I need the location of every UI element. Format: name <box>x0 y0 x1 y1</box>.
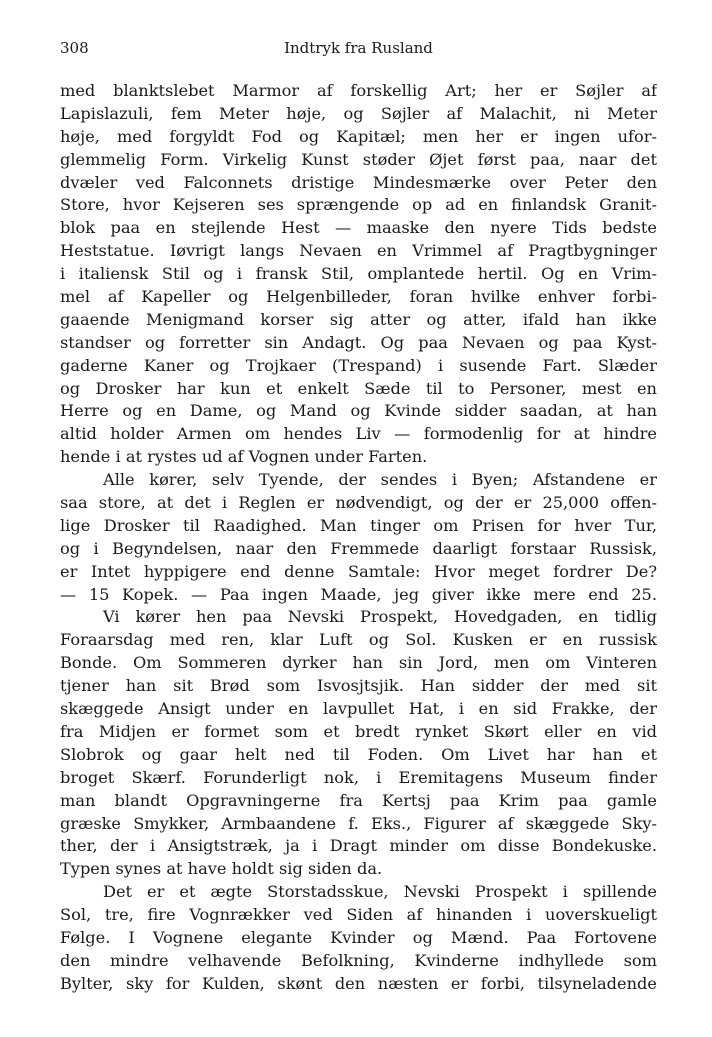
text-line: — 15 Kopek. — Paa ingen Maade, jeg giver ikke mere end 25. <box>60 584 657 604</box>
text-line: med blanktslebet Marmor af forskellig Art; her er Søjler af <box>60 81 657 100</box>
text-line: Heststatue. Iøvrigt langs Nevaen en Vrimmel af Pragtbygninger <box>60 241 657 261</box>
text-line: altid holder Armen om hendes Liv — formodenlig for at hindre <box>60 424 657 444</box>
text-line: og Drosker har kun et enkelt Sæde til to Personer, mest en <box>60 378 657 398</box>
text-line: broget Skærf. Forunderligt nok, i Eremitagens Museum finder <box>60 767 657 787</box>
text-line: tjener han sit Brød som Isvosjtsjik. Han sidder der med sit <box>60 676 657 696</box>
text-line: og i Begyndelsen, naar den Fremmede daarligt forstaar Russisk, <box>60 538 657 558</box>
text-line: skæggede Ansigt under en lavpullet Hat, i en sid Frakke, der <box>60 699 657 719</box>
text-line: Herre og en Dame, og Mand og Kvinde sidder saadan, at han <box>60 401 657 421</box>
text-line: er Intet hyppigere end denne Samtale: Hvor meget fordrer De? <box>60 561 657 581</box>
text-line: mel af Kapeller og Helgenbilleder, foran hvilke enhver forbi- <box>60 287 657 307</box>
text-line: ther, der i Ansigtstræk, ja i Dragt minder om disse Bondekuske. <box>60 836 657 856</box>
text-line: Bonde. Om Sommeren dyrker han sin Jord, men om Vinteren <box>60 653 657 673</box>
text-line: gaderne Kaner og Trojkaer (Trespand) i susende Fart. Slæder <box>60 355 657 375</box>
text-line: gaaende Menigmand korser sig atter og atter, ifald han ikke <box>60 309 657 329</box>
text-line: Typen synes at have holdt sig siden da. <box>60 859 383 879</box>
text-line: Vi kører hen paa Nevski Prospekt, Hovedgaden, en tidlig <box>103 607 657 627</box>
running-head <box>60 39 657 61</box>
text-line: høje, med forgyldt Fod og Kapitæl; men her er ingen ufor- <box>60 126 657 146</box>
text-line: Følge. I Vognene elegante Kvinder og Mænd. Paa Fortovene <box>60 927 657 947</box>
text-line: glemmelig Form. Virkelig Kunst støder Øjet først paa, naar det <box>60 149 657 169</box>
text-line: Lapislazuli, fem Meter høje, og Søjler af Malachit, ni Meter <box>60 103 657 123</box>
text-line: man blandt Opgravningerne fra Kertsj paa Krim paa gamle <box>60 790 657 810</box>
text-line: den mindre velhavende Befolkning, Kvinderne indhyllede som <box>60 950 657 970</box>
text-line: i italiensk Stil og i fransk Stil, omplantede hertil. Og en Vrim- <box>60 264 657 284</box>
text-line: hende i at rystes ud af Vognen under Farten. <box>60 447 428 467</box>
text-line: blok paa en stejlende Hest — maaske den nyere Tids bedste <box>60 218 657 238</box>
text-line: fra Midjen er formet som et bredt rynket Skørt eller en vid <box>60 721 657 741</box>
text-line: græske Smykker, Armbaandene f. Eks., Figurer af skæggede Sky- <box>60 813 657 833</box>
running-title: Indtryk fra Rusland <box>284 39 433 57</box>
text-line: Sol, tre, fire Vognrækker ved Siden af hinanden i uoverskueligt <box>60 905 657 925</box>
text-line: Bylter, sky for Kulden, skønt den næsten er forbi, tilsyneladende <box>60 973 657 993</box>
text-line: dvæler ved Falconnets dristige Mindesmærke over Peter den <box>60 172 657 192</box>
page-number: 308 <box>60 39 89 57</box>
text-line: Slobrok og gaar helt ned til Foden. Om Livet har han et <box>60 744 657 764</box>
text-line: saa store, at det i Reglen er nødvendigt, og der er 25,000 offen- <box>60 493 657 513</box>
body-text <box>60 80 657 996</box>
text-line: Det er et ægte Storstadsskue, Nevski Prospekt i spillende <box>103 882 657 902</box>
text-line: Alle kører, selv Tyende, der sendes i Byen; Afstandene er <box>103 470 657 490</box>
text-line: standser og forretter sin Andagt. Og paa Nevaen og paa Kyst- <box>60 332 657 352</box>
text-line: lige Drosker til Raadighed. Man tinger om Prisen for hver Tur, <box>60 515 657 535</box>
text-line: Store, hvor Kejseren ses sprængende op ad en finlandsk Granit- <box>60 195 657 215</box>
text-line: Foraarsdag med ren, klar Luft og Sol. Kusken er en russisk <box>60 630 657 650</box>
